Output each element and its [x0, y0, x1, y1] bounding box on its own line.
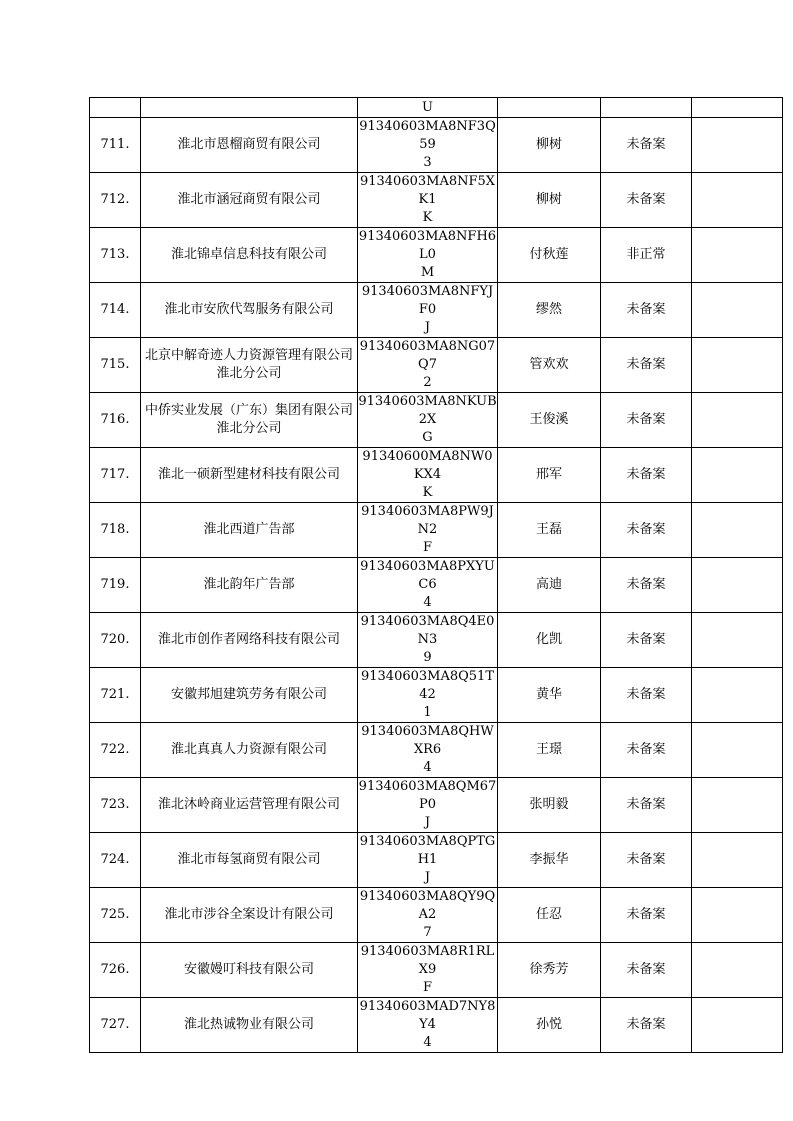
cell-note: [692, 943, 783, 998]
cell-note: [692, 448, 783, 503]
cell-status: 未备案: [601, 943, 692, 998]
cell-credit-code: [358, 338, 498, 393]
credit-code-line-2: 7: [423, 925, 432, 940]
cell-person: 孙悦: [498, 998, 601, 1053]
cell-credit-code: [358, 228, 498, 283]
cell-person: 化凯: [498, 613, 601, 668]
cell-credit-code: [358, 668, 498, 723]
cell-number: 713.: [90, 228, 141, 283]
credit-code-line-1: 91340603MA8NG07Q7: [359, 339, 496, 372]
cell-credit-code: [358, 723, 498, 778]
cell-number: 712.: [90, 173, 141, 228]
table-row: [90, 173, 783, 228]
cell-credit-code: [358, 558, 498, 613]
cell-status: [601, 98, 692, 118]
credit-code-line-1: 91340603MA8QHWXR6: [361, 724, 494, 757]
cell-person: 缪然: [498, 283, 601, 338]
cell-status: 未备案: [601, 833, 692, 888]
cell-company-name: 淮北市每氢商贸有限公司: [141, 833, 358, 888]
table-row: [90, 393, 783, 448]
table-row: [90, 228, 783, 283]
credit-code-line-1: 91340603MAD7NY8Y4: [359, 999, 496, 1032]
table-row: [90, 558, 783, 613]
credit-code-line-2: 4: [423, 1035, 432, 1050]
cell-number: 711.: [90, 118, 141, 173]
cell-number: 724.: [90, 833, 141, 888]
cell-person: 李振华: [498, 833, 601, 888]
credit-code-line-2: G: [422, 430, 433, 445]
credit-code-line-1: 91340603MA8PXYUC6: [360, 559, 495, 592]
cell-company-name: 安徽嫚叮科技有限公司: [141, 943, 358, 998]
credit-code-line-2: 1: [423, 705, 432, 720]
cell-note: [692, 888, 783, 943]
cell-number: 720.: [90, 613, 141, 668]
cell-credit-code: [358, 503, 498, 558]
credit-code-line-1: 91340603MA8NFH6L0: [358, 229, 497, 262]
credit-code-line-2: F: [422, 980, 433, 995]
credit-code-line-1: 91340603MA8QM67P0: [358, 779, 497, 812]
credit-code-line-2: 3: [423, 155, 432, 170]
cell-status: 未备案: [601, 283, 692, 338]
credit-code-line-2: K: [422, 485, 433, 500]
cell-company-name: [141, 98, 358, 118]
cell-credit-code: [358, 778, 498, 833]
cell-note: [692, 228, 783, 283]
cell-number: 719.: [90, 558, 141, 613]
cell-company-name: 淮北市安欣代驾服务有限公司: [141, 283, 358, 338]
table-row: [90, 448, 783, 503]
cell-company-name: 安徽邦旭建筑劳务有限公司: [141, 668, 358, 723]
credit-code-line-1: 91340600MA8NW0KX4: [362, 449, 493, 482]
table-row: [90, 998, 783, 1053]
cell-credit-code: [358, 118, 498, 173]
credit-code-line-2: J: [424, 320, 431, 335]
cell-note: [692, 283, 783, 338]
credit-code-line-2: J: [424, 870, 431, 885]
cell-number: [90, 98, 141, 118]
cell-company-name: 淮北市创作者网络科技有限公司: [141, 613, 358, 668]
cell-status: 未备案: [601, 173, 692, 228]
company-table: [89, 97, 783, 1053]
cell-person: 徐秀芳: [498, 943, 601, 998]
cell-person: 黄华: [498, 668, 601, 723]
cell-status: 未备案: [601, 668, 692, 723]
cell-credit-code: [358, 998, 498, 1053]
credit-code-line-1: 91340603MA8R1RLX9: [360, 944, 495, 977]
cell-person: 高迪: [498, 558, 601, 613]
cell-person: 王磊: [498, 503, 601, 558]
table-body: [90, 98, 783, 1053]
cell-company-name: 淮北锦卓信息科技有限公司: [141, 228, 358, 283]
table-row: [90, 723, 783, 778]
cell-company-name: 淮北沐岭商业运营管理有限公司: [141, 778, 358, 833]
credit-code-line-1: 91340603MA8NF5XK1: [359, 174, 496, 207]
cell-status: 未备案: [601, 338, 692, 393]
cell-person: 王璟: [498, 723, 601, 778]
credit-code-line-2: 4: [423, 595, 432, 610]
credit-code-line-1: 91340603MA8NF3Q59: [359, 119, 496, 152]
credit-code-line-1: 91340603MA8QPTGH1: [359, 834, 496, 867]
cell-number: 716.: [90, 393, 141, 448]
credit-code-line-1: 91340603MA8PW9JN2: [361, 504, 494, 537]
cell-person: 管欢欢: [498, 338, 601, 393]
cell-note: [692, 613, 783, 668]
table-row: [90, 338, 783, 393]
cell-person: 柳树: [498, 173, 601, 228]
table-row: [90, 503, 783, 558]
cell-note: [692, 778, 783, 833]
cell-company-name: 淮北真真人力资源有限公司: [141, 723, 358, 778]
credit-code-line-2: M: [420, 265, 435, 280]
cell-number: 721.: [90, 668, 141, 723]
cell-company-name: 淮北韵年广告部: [141, 558, 358, 613]
cell-number: 726.: [90, 943, 141, 998]
cell-status: 未备案: [601, 613, 692, 668]
credit-code-line-1: 91340603MA8NFYJF0: [361, 284, 494, 317]
cell-person: 柳树: [498, 118, 601, 173]
cell-person: 王俊溪: [498, 393, 601, 448]
cell-note: [692, 998, 783, 1053]
cell-credit-code: [358, 173, 498, 228]
table-row: [90, 778, 783, 833]
cell-credit-code: [358, 888, 498, 943]
cell-person: 张明毅: [498, 778, 601, 833]
cell-status: 未备案: [601, 998, 692, 1053]
cell-note: [692, 668, 783, 723]
cell-status: 未备案: [601, 448, 692, 503]
cell-status: 非正常: [601, 228, 692, 283]
cell-credit-code: [358, 613, 498, 668]
cell-note: [692, 338, 783, 393]
table-row: [90, 283, 783, 338]
credit-code-line-2: K: [422, 210, 433, 225]
credit-code-line-2: 2: [423, 375, 432, 390]
cell-credit-code: [358, 393, 498, 448]
continuation-row: [90, 98, 783, 118]
cell-status: 未备案: [601, 888, 692, 943]
cell-status: 未备案: [601, 393, 692, 448]
cell-note: [692, 393, 783, 448]
cell-company-name: 淮北市涉谷全案设计有限公司: [141, 888, 358, 943]
cell-company-name: 淮北市涵冠商贸有限公司: [141, 173, 358, 228]
table-row: [90, 668, 783, 723]
cell-number: 714.: [90, 283, 141, 338]
cell-number: 727.: [90, 998, 141, 1053]
cell-credit-code: [358, 448, 498, 503]
cell-note: [692, 98, 783, 118]
cell-company-name: 淮北热诚物业有限公司: [141, 998, 358, 1053]
cell-number: 715.: [90, 338, 141, 393]
cell-credit-code: [358, 943, 498, 998]
cell-company-name: 北京中解奇迹人力资源管理有限公司淮北分公司: [141, 338, 358, 393]
table-row: [90, 833, 783, 888]
credit-code-line-1: 91340603MA8NKUB2X: [358, 394, 497, 427]
cell-status: 未备案: [601, 558, 692, 613]
cell-number: 718.: [90, 503, 141, 558]
cell-note: [692, 723, 783, 778]
cell-number: 725.: [90, 888, 141, 943]
cell-note: [692, 558, 783, 613]
cell-status: 未备案: [601, 778, 692, 833]
cell-note: [692, 833, 783, 888]
cell-person: 任忍: [498, 888, 601, 943]
table-row: [90, 943, 783, 998]
cell-company-name: 淮北西道广告部: [141, 503, 358, 558]
credit-code-line-2: F: [422, 540, 433, 555]
credit-code-line-1: 91340603MA8QY9QA2: [359, 889, 496, 922]
cell-credit-code: [358, 283, 498, 338]
cell-credit-code: U: [358, 98, 498, 118]
table-row: [90, 118, 783, 173]
cell-company-name: 中侨实业发展（广东）集团有限公司淮北分公司: [141, 393, 358, 448]
credit-code-line-2: 4: [423, 760, 432, 775]
cell-note: [692, 118, 783, 173]
table-row: [90, 613, 783, 668]
cell-person: 付秋莲: [498, 228, 601, 283]
credit-code-line-2: 9: [423, 650, 432, 665]
cell-person: 邢军: [498, 448, 601, 503]
credit-code-line-2: J: [424, 815, 431, 830]
credit-code-line-1: 91340603MA8Q4E0N3: [360, 614, 495, 647]
cell-credit-code: [358, 833, 498, 888]
cell-person: [498, 98, 601, 118]
cell-status: 未备案: [601, 723, 692, 778]
cell-status: 未备案: [601, 503, 692, 558]
credit-code-line-1: 91340603MA8Q51T42: [360, 669, 494, 702]
cell-company-name: 淮北市恩榴商贸有限公司: [141, 118, 358, 173]
cell-number: 723.: [90, 778, 141, 833]
cell-note: [692, 173, 783, 228]
table-row: [90, 888, 783, 943]
cell-number: 722.: [90, 723, 141, 778]
cell-number: 717.: [90, 448, 141, 503]
cell-company-name: 淮北一硕新型建材科技有限公司: [141, 448, 358, 503]
cell-status: 未备案: [601, 118, 692, 173]
cell-note: [692, 503, 783, 558]
